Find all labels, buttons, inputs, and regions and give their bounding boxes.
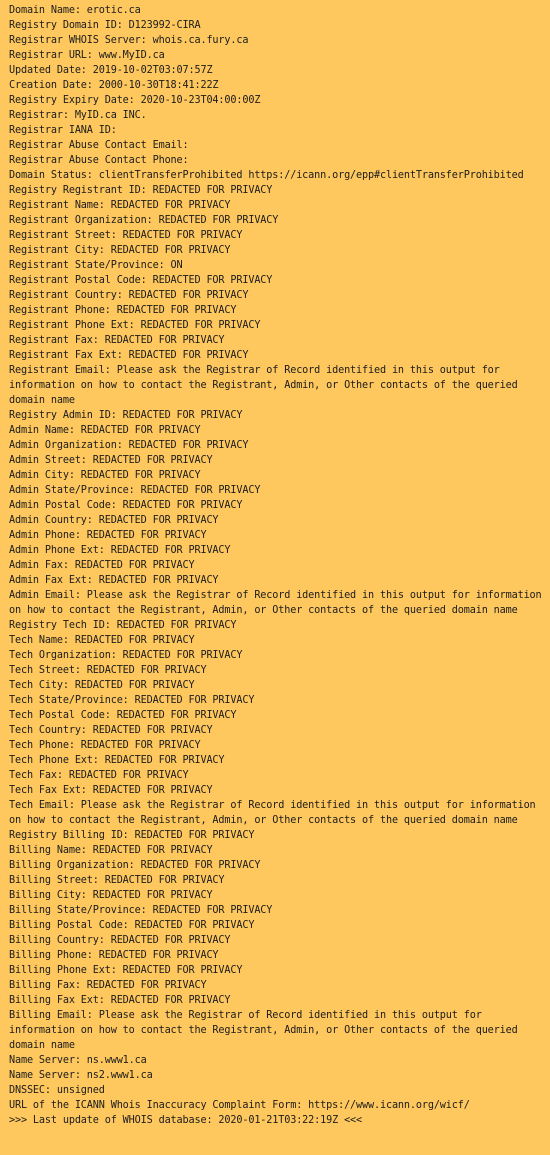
whois-line: Admin Fax: REDACTED FOR PRIVACY	[9, 560, 195, 571]
whois-line: Tech Phone Ext: REDACTED FOR PRIVACY	[9, 755, 225, 766]
whois-line: Registry Expiry Date: 2020-10-23T04:00:00Z	[9, 95, 261, 106]
whois-line: domain name	[9, 395, 75, 406]
whois-line: Registrant Country: REDACTED FOR PRIVACY	[9, 290, 249, 301]
whois-line: Admin Street: REDACTED FOR PRIVACY	[9, 455, 213, 466]
whois-line: Registrar Abuse Contact Email:	[9, 140, 189, 151]
whois-line: Admin State/Province: REDACTED FOR PRIVACY	[9, 485, 261, 496]
whois-line: Billing Country: REDACTED FOR PRIVACY	[9, 935, 231, 946]
whois-line: Registrant City: REDACTED FOR PRIVACY	[9, 245, 231, 256]
whois-line: Billing Fax Ext: REDACTED FOR PRIVACY	[9, 995, 231, 1006]
whois-line: Tech Fax: REDACTED FOR PRIVACY	[9, 770, 189, 781]
whois-line: Registrar Abuse Contact Phone:	[9, 155, 189, 166]
whois-line: Registrant Name: REDACTED FOR PRIVACY	[9, 200, 231, 211]
whois-line: Registry Registrant ID: REDACTED FOR PRIVACY	[9, 185, 273, 196]
whois-line: Admin Postal Code: REDACTED FOR PRIVACY	[9, 500, 243, 511]
whois-line: >>> Last update of WHOIS database: 2020-01-21T03:22:19Z <<<	[9, 1115, 363, 1126]
whois-line: Tech Name: REDACTED FOR PRIVACY	[9, 635, 195, 646]
whois-line: URL of the ICANN Whois Inaccuracy Complaint Form: https://www.icann.org/wicf/	[9, 1100, 470, 1111]
whois-line: Billing City: REDACTED FOR PRIVACY	[9, 890, 213, 901]
whois-line: Billing Name: REDACTED FOR PRIVACY	[9, 845, 213, 856]
whois-line: Registrant Email: Please ask the Registrar of Record identified in this output for	[9, 365, 500, 376]
whois-line: Tech Organization: REDACTED FOR PRIVACY	[9, 650, 243, 661]
whois-line: on how to contact the Registrant, Admin, or Other contacts of the queried domain name	[9, 815, 518, 826]
whois-line: Admin Country: REDACTED FOR PRIVACY	[9, 515, 219, 526]
whois-line: Admin Email: Please ask the Registrar of Record identified in this output for information	[9, 590, 542, 601]
whois-line: Billing Postal Code: REDACTED FOR PRIVACY	[9, 920, 255, 931]
whois-line: Registry Tech ID: REDACTED FOR PRIVACY	[9, 620, 237, 631]
whois-line: Creation Date: 2000-10-30T18:41:22Z	[9, 80, 219, 91]
whois-line: Billing Fax: REDACTED FOR PRIVACY	[9, 980, 207, 991]
whois-line: Admin Name: REDACTED FOR PRIVACY	[9, 425, 201, 436]
whois-line: Tech City: REDACTED FOR PRIVACY	[9, 680, 195, 691]
whois-line: Registry Domain ID: D123992-CIRA	[9, 20, 201, 31]
whois-line: Admin Phone: REDACTED FOR PRIVACY	[9, 530, 207, 541]
whois-line: Registrant Phone: REDACTED FOR PRIVACY	[9, 305, 237, 316]
whois-line: Registrant Fax: REDACTED FOR PRIVACY	[9, 335, 225, 346]
whois-line: Billing Street: REDACTED FOR PRIVACY	[9, 875, 225, 886]
whois-line: information on how to contact the Registrant, Admin, or Other contacts of the queried	[9, 1025, 518, 1036]
whois-line: Registrar IANA ID:	[9, 125, 117, 136]
whois-line: Registrant Street: REDACTED FOR PRIVACY	[9, 230, 243, 241]
whois-line: Name Server: ns.www1.ca	[9, 1055, 147, 1066]
whois-line: Registrar WHOIS Server: whois.ca.fury.ca	[9, 35, 249, 46]
whois-line: Registrant Phone Ext: REDACTED FOR PRIVACY	[9, 320, 261, 331]
whois-line: Registrar: MyID.ca INC.	[9, 110, 147, 121]
whois-line: DNSSEC: unsigned	[9, 1085, 105, 1096]
whois-line: Registrant Organization: REDACTED FOR PRIVACY	[9, 215, 279, 226]
whois-line: Billing Organization: REDACTED FOR PRIVACY	[9, 860, 261, 871]
whois-line: Registry Admin ID: REDACTED FOR PRIVACY	[9, 410, 243, 421]
whois-line: Registry Billing ID: REDACTED FOR PRIVACY	[9, 830, 255, 841]
whois-line: Domain Status: clientTransferProhibited https://icann.org/epp#clientTransferProhibited	[9, 170, 524, 181]
whois-line: Tech Email: Please ask the Registrar of Record identified in this output for information	[9, 800, 536, 811]
whois-line: Billing Phone: REDACTED FOR PRIVACY	[9, 950, 219, 961]
whois-line: Tech Street: REDACTED FOR PRIVACY	[9, 665, 207, 676]
whois-line: Billing Email: Please ask the Registrar of Record identified in this output for	[9, 1010, 482, 1021]
whois-line: Name Server: ns2.www1.ca	[9, 1070, 153, 1081]
whois-line: Admin City: REDACTED FOR PRIVACY	[9, 470, 201, 481]
whois-line: Tech State/Province: REDACTED FOR PRIVACY	[9, 695, 255, 706]
whois-line: Registrar URL: www.MyID.ca	[9, 50, 165, 61]
whois-line: information on how to contact the Registrant, Admin, or Other contacts of the queried	[9, 380, 518, 391]
whois-line: Registrant Fax Ext: REDACTED FOR PRIVACY	[9, 350, 249, 361]
whois-line: Billing Phone Ext: REDACTED FOR PRIVACY	[9, 965, 243, 976]
whois-line: Tech Fax Ext: REDACTED FOR PRIVACY	[9, 785, 213, 796]
whois-line: Tech Country: REDACTED FOR PRIVACY	[9, 725, 213, 736]
whois-line: Domain Name: erotic.ca	[9, 5, 141, 16]
whois-line: domain name	[9, 1040, 75, 1051]
whois-line: Admin Phone Ext: REDACTED FOR PRIVACY	[9, 545, 231, 556]
whois-line: Updated Date: 2019-10-02T03:07:57Z	[9, 65, 213, 76]
whois-line: Registrant Postal Code: REDACTED FOR PRIVACY	[9, 275, 273, 286]
whois-line: Tech Postal Code: REDACTED FOR PRIVACY	[9, 710, 237, 721]
whois-line: Billing State/Province: REDACTED FOR PRIVACY	[9, 905, 273, 916]
whois-line: Admin Organization: REDACTED FOR PRIVACY	[9, 440, 249, 451]
whois-line: on how to contact the Registrant, Admin, or Other contacts of the queried domain name	[9, 605, 518, 616]
whois-line: Admin Fax Ext: REDACTED FOR PRIVACY	[9, 575, 219, 586]
whois-line: Registrant State/Province: ON	[9, 260, 183, 271]
whois-line: Tech Phone: REDACTED FOR PRIVACY	[9, 740, 201, 751]
